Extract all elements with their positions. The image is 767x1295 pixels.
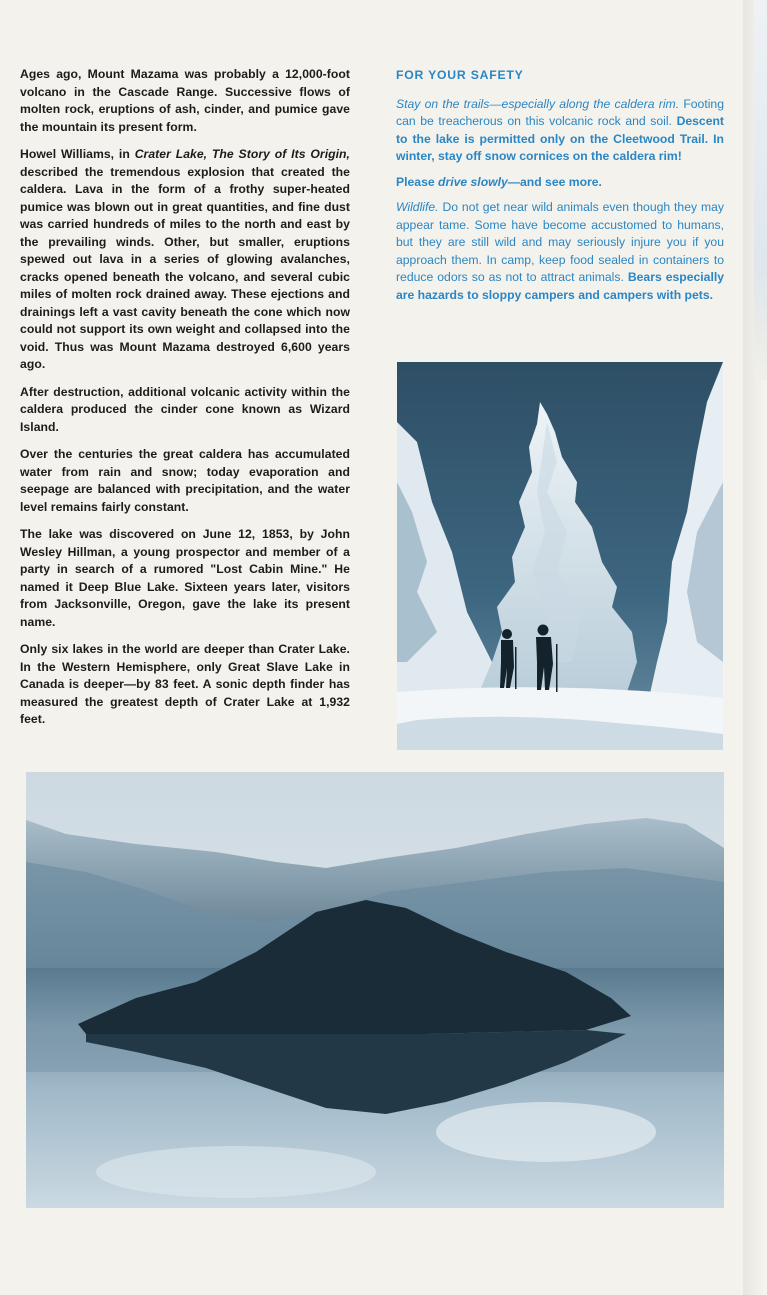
crater-lake-photo (26, 772, 724, 1208)
paragraph-wildlife: Wildlife. Do not get near wild animals even though they may appear tame. Some have become accustomed to humans, but they are still wild and may seriously injure you if you approach them. In camp, keep food sealed in containers to reduce odors so as not to attract animals. Bears especially are hazards to sloppy campers and campers with pets. (396, 200, 724, 302)
paragraph-trails: Stay on the trails—especially along the caldera rim. Footing can be treacherous on this volcanic rock and soil. Descent to the lake is permitted only on the Cleetwood Trail. In winter, stay off snow cornices on the caldera rim! (396, 96, 724, 163)
safety-column (396, 67, 724, 312)
history-column (20, 66, 350, 739)
book-title: Crater Lake, The Story of Its Origin, (134, 147, 350, 161)
paragraph-mazama: Ages ago, Mount Mazama was probably a 12,000-foot volcano in the Cascade Range. Successive flows of molten rock, eruptions of ash, cinder, and pumice gave the mountain its present form. (20, 67, 350, 134)
wizard-island-illustration (26, 772, 724, 1208)
adjacent-page-band (754, 0, 767, 380)
snow-trees-photo (397, 362, 723, 750)
paragraph-water-level: Over the centuries the great caldera has accumulated water from rain and snow; today evaporation and seepage are balanced with precipitation, and the water level remains fairly constant. (20, 447, 350, 514)
paragraph-depth: Only six lakes in the world are deeper than Crater Lake. In the Western Hemisphere, only Great Slave Lake in Canada is deeper—by 83 feet. A sonic depth finder has measured the greatest depth of Crater Lake at 1,932 feet. (20, 642, 350, 726)
paragraph-williams: Howel Williams, in Crater Lake, The Story of Its Origin, described the tremendous explosion that created the caldera. Lava in the form of a frothy super-heated pumice was blown out in great quantities, and fine dust was carried hundreds of miles to the north and east by the prevailing winds. Other, but smaller, eruptions spewed out lava in a series of glowing avalanches, cracks opened beneath the volcano, and several cubic miles of molten rock drained away. These ejections and drainings left a vast cavity beneath the cone which now could not support its own weight and collapsed into the void. Thus was Mount Mazama destroyed 6,600 years ago. (20, 147, 350, 371)
snow-trees-illustration (397, 362, 723, 750)
paragraph-discovery: The lake was discovered on June 12, 1853, by John Wesley Hillman, a young prospector and member of a party in search of a rumored "Lost Cabin Mine." He named it Deep Blue Lake. Sixteen years later, visitors from Jacksonville, Oregon, gave the lake its present name. (20, 527, 350, 629)
safety-heading: FOR YOUR SAFETY (396, 68, 524, 82)
paragraph-drive-slowly: Please drive slowly—and see more. (396, 174, 602, 189)
paragraph-wizard-island: After destruction, additional volcanic activity within the caldera produced the cinder cone known as Wizard Island. (20, 384, 350, 434)
